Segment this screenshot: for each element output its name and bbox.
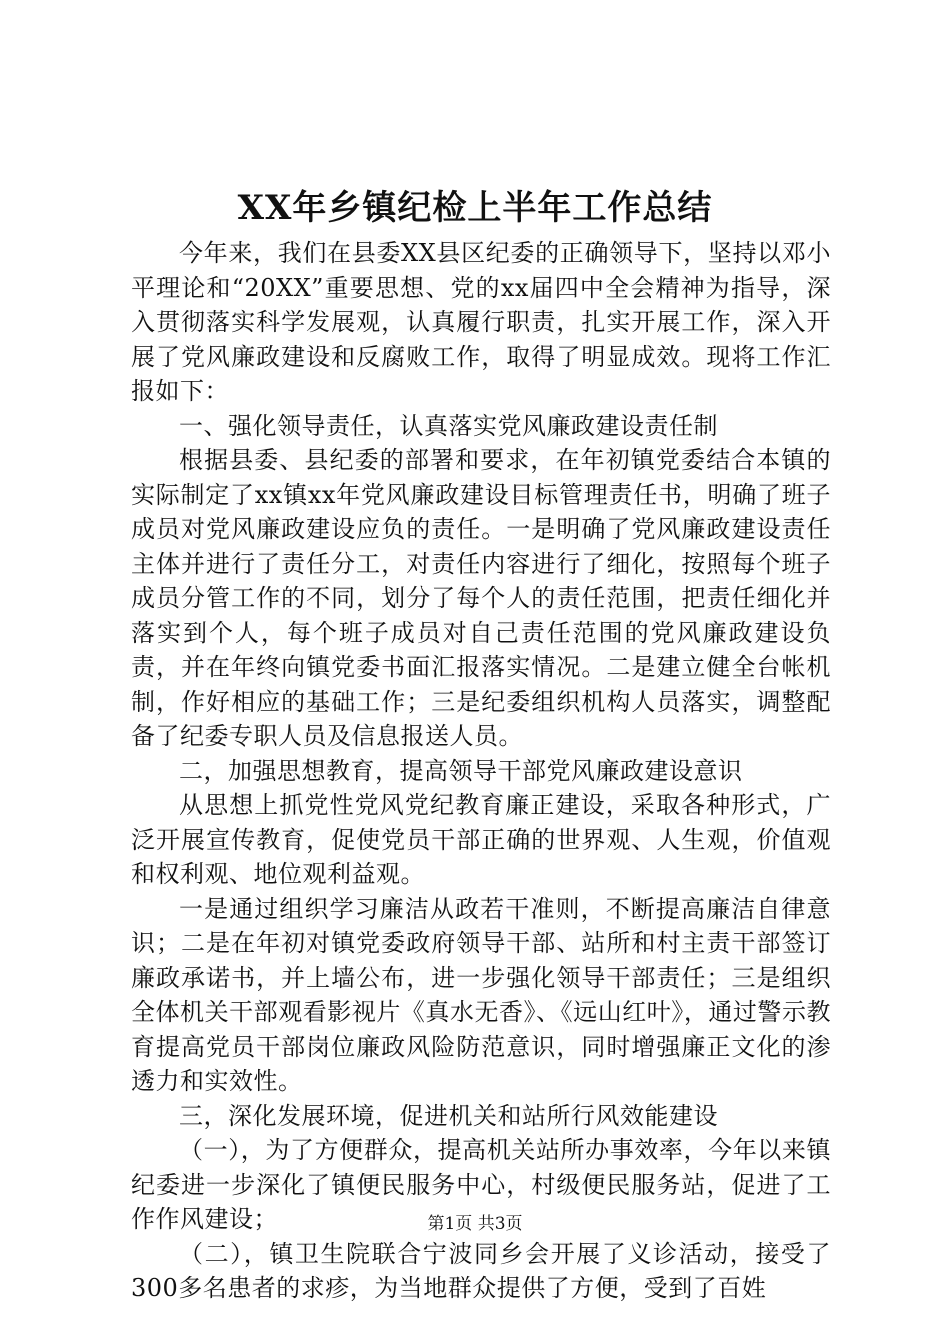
section-heading-2: 二，加强思想教育，提高领导干部党风廉政建设意识 (179, 756, 743, 785)
page-footer: 第1页 共3页 (427, 1214, 523, 1234)
paragraph-intro: 今年来，我们在县委XX县区纪委的正确领导下，坚持以邓小平理论和“20XX”重要思想、党的xx届四中全会精神为指导，深入贯彻落实科学发展观，认真履行职责，扎实开展工作，深入开展了党风廉政建设和反腐败工作，取得了明显成效。现将工作汇报如下： (131, 239, 831, 405)
paragraph-section-3a: （一），为了方便群众，提高机关站所办事效率，今年以来镇纪委进一步深化了镇便民服务中心，村级便民服务站，促进了工作作风建设； (131, 1136, 831, 1233)
paragraph-section-2b: 一是通过组织学习廉洁从政若干准则，不断提高廉洁自律意识；二是在年初对镇党委政府领导干部、站所和村主责干部签订廉政承诺书，并上墙公布，进一步强化领导干部责任；三是组织全体机关干部观看影视片《真水无香》、《远山红叶》，通过警示教育提高党员干部岗位廉政风险防范意识，同时增强廉正文化的渗透力和实效性。 (131, 894, 831, 1095)
paragraph-section-3b: （二），镇卫生院联合宁波同乡会开展了义诊活动，接受了300多名患者的求疹，为当地群众提供了方便，受到了百姓 (131, 1239, 831, 1302)
section-heading-1: 一、强化领导责任，认真落实党风廉政建设责任制 (179, 411, 718, 440)
paragraph-section-1: 根据县委、县纪委的部署和要求，在年初镇党委结合本镇的实际制定了xx镇xx年党风廉政建设目标管理责任书，明确了班子成员对党风廉政建设应负的责任。一是明确了党风廉政建设责任主体并进行了责任分工，对责任内容进行了细化，按照每个班子成员分管工作的不同，划分了每个人的责任范围，把责任细化并落实到个人，每个班子成员对自己责任范围的党风廉政建设负责，并在年终向镇党委书面汇报落实情况。二是建立健全台帐机制，作好相应的基础工作；三是纪委组织机构人员落实，调整配备了纪委专职人员及信息报送人员。 (131, 446, 831, 750)
section-heading-3: 三，深化发展环境，促进机关和站所行风效能建设 (179, 1101, 718, 1130)
document-title: XX年乡镇纪检上半年工作总结 (237, 188, 713, 228)
document-body (131, 236, 831, 1306)
paragraph-section-2a: 从思想上抓党性党风党纪教育廉正建设，采取各种形式，广泛开展宣传教育，促使党员干部正确的世界观、人生观，价值观和权利观、地位观利益观。 (131, 791, 831, 888)
